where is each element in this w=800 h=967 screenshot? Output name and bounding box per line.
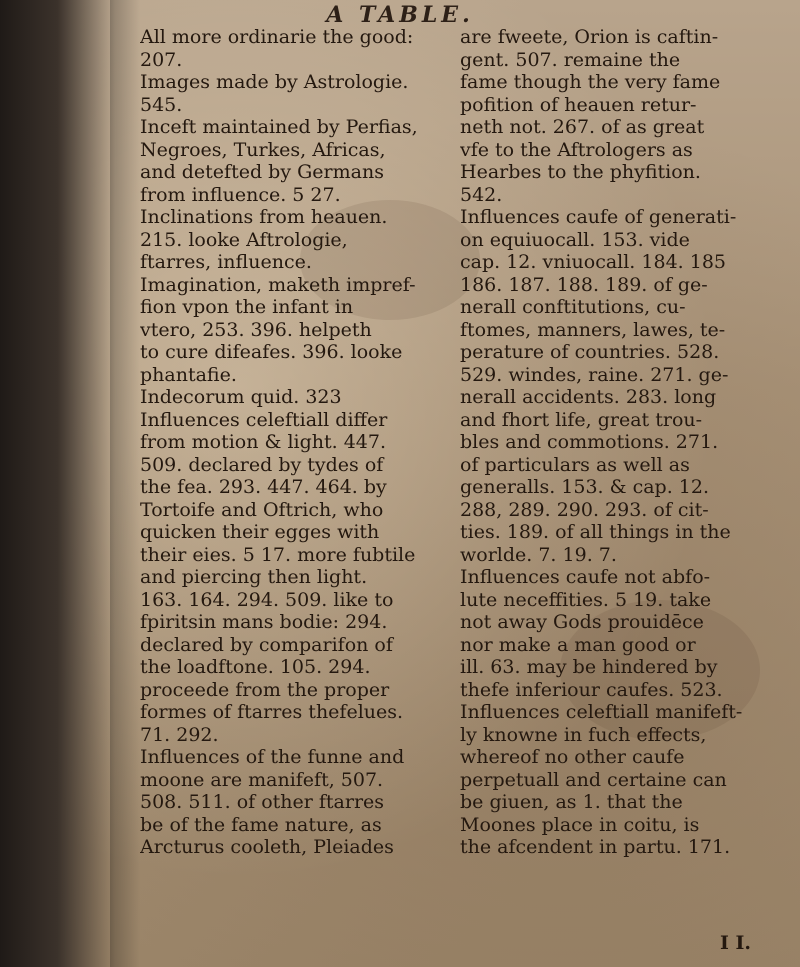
index-entry-line: 288, 289. 290. 293. of cit- <box>460 498 709 521</box>
index-entry-line: be of the fame nature, as <box>140 813 382 836</box>
index-entry-line: and fhort life, great trou- <box>460 408 703 431</box>
index-entry-line: 529. windes, raine. 271. ge- <box>460 363 729 386</box>
index-entry-line: 71. 292. <box>140 723 219 746</box>
index-entry-line: fame though the very fame <box>460 71 721 93</box>
index-entry-line: thefe inferiour caufes. 523. <box>460 678 723 701</box>
index-entry-line: Inclinations from heauen. <box>140 206 388 228</box>
index-column-left <box>140 26 440 859</box>
index-entry-line: Negroes, Turkes, Africas, <box>140 138 386 161</box>
index-entry-line: Images made by Astrologie. <box>140 71 409 93</box>
index-entry-line: nerall conftitutions, cu- <box>460 296 686 318</box>
index-column-right <box>460 26 770 859</box>
index-entry-line: 509. declared by tydes of <box>140 453 384 476</box>
index-entry-line: 163. 164. 294. 509. like to <box>140 588 394 611</box>
index-entry-line: cap. 12. vniuocall. 184. 185 <box>460 251 726 273</box>
index-entry-line: fion vpon the infant in <box>140 296 354 318</box>
index-entry-line: vtero, 253. 396. helpeth <box>140 318 372 341</box>
index-entry-line: fpiritsin mans bodie: 294. <box>140 611 388 633</box>
index-entry-line: Imagination, maketh impref- <box>140 273 416 296</box>
index-entry-line: whereof no other caufe <box>460 746 685 768</box>
index-entry-line: Arcturus cooleth, Pleiades <box>140 836 394 858</box>
index-entry-line: worlde. 7. 19. 7. <box>460 543 617 566</box>
index-entry-line: Hearbes to the phyfition. <box>460 161 701 183</box>
index-entry-line: ftarres, influence. <box>140 251 312 273</box>
index-entry-line: the loadftone. 105. 294. <box>140 656 371 678</box>
index-entry-line: of particulars as well as <box>460 453 690 476</box>
index-entry-line: gent. 507. remaine the <box>460 48 681 71</box>
index-entry-line: Moones place in coitu, is <box>460 813 700 836</box>
index-entry-line: Tortoife and Oftrich, who <box>140 498 384 521</box>
index-entry-line: declared by comparifon of <box>140 633 393 656</box>
index-entry-line: generalls. 153. & cap. 12. <box>460 476 710 498</box>
index-entry-line: All more ordinarie the good: <box>140 26 414 48</box>
index-entry-line: lute neceffities. 5 19. take <box>460 588 712 611</box>
index-entry-line: quicken their egges with <box>140 521 380 543</box>
index-entry-line: perpetuall and certaine can <box>460 768 727 791</box>
index-entry-line: are fweete, Orion is caftin- <box>460 26 719 48</box>
index-entry-line: be giuen, as 1. that the <box>460 791 683 813</box>
index-entry-line: proceede from the proper <box>140 678 390 701</box>
index-entry-line: 545. <box>140 93 183 116</box>
index-entry-line: ftomes, manners, lawes, te- <box>460 318 726 341</box>
index-entry-line: the afcendent in partu. 171. <box>460 836 731 858</box>
index-entry-line: Indecorum quid. 323 <box>140 386 342 408</box>
index-entry-line: ill. 63. may be hindered by <box>460 656 718 678</box>
index-entry-line: bles and commotions. 271. <box>460 431 719 453</box>
index-entry-line: perature of countries. 528. <box>460 341 720 363</box>
index-entry-line: their eies. 5 17. more fubtile <box>140 543 416 566</box>
index-entry-line: the fea. 293. 447. 464. by <box>140 476 387 498</box>
index-entry-line: to cure difeafes. 396. looke <box>140 341 403 363</box>
index-entry-line: ly knowne in fuch effects, <box>460 723 707 746</box>
index-entry-line: 508. 511. of other ftarres <box>140 791 385 813</box>
index-entry-line: Influences caufe not abfo- <box>460 566 711 588</box>
index-entry-line: ties. 189. of all things in the <box>460 521 731 543</box>
index-entry-line: 207. <box>140 48 183 71</box>
running-head: A TABLE. <box>326 2 474 28</box>
index-entry-line: nor make a man good or <box>460 633 696 656</box>
index-entry-line: not away Gods prouidēce <box>460 611 704 633</box>
index-entry-line: Inceft maintained by Perfias, <box>140 116 418 138</box>
index-entry-line: 186. 187. 188. 189. of ge- <box>460 273 708 296</box>
index-entry-line: nerall accidents. 283. long <box>460 386 717 408</box>
index-entry-line: 215. looke Aftrologie, <box>140 228 348 251</box>
index-entry-line: neth not. 267. of as great <box>460 116 705 138</box>
index-entry-line: Influences celeftiall manifeft- <box>460 701 743 723</box>
signature-mark: I I. <box>720 932 752 954</box>
index-entry-line: formes of ftarres thefelues. <box>140 701 404 723</box>
index-entry-line: Influences celeftiall differ <box>140 408 388 431</box>
index-entry-line: pofition of heauen retur- <box>460 93 697 116</box>
index-entry-line: vfe to the Aftrologers as <box>460 138 693 161</box>
page-gutter-shadow <box>0 0 115 967</box>
index-entry-line: from motion & light. 447. <box>140 431 387 453</box>
index-entry-line: and piercing then light. <box>140 566 368 588</box>
index-entry-line: and detefted by Germans <box>140 161 384 183</box>
page-fold <box>110 0 140 967</box>
index-entry-line: from influence. 5 27. <box>140 183 341 206</box>
index-entry-line: Influences of the funne and <box>140 746 405 768</box>
index-entry-line: Influences caufe of generati- <box>460 206 737 228</box>
index-entry-line: moone are manifeft, 507. <box>140 768 384 791</box>
index-entry-line: 542. <box>460 183 503 206</box>
index-entry-line: on equiuocall. 153. vide <box>460 228 690 251</box>
index-entry-line: phantafie. <box>140 363 237 386</box>
